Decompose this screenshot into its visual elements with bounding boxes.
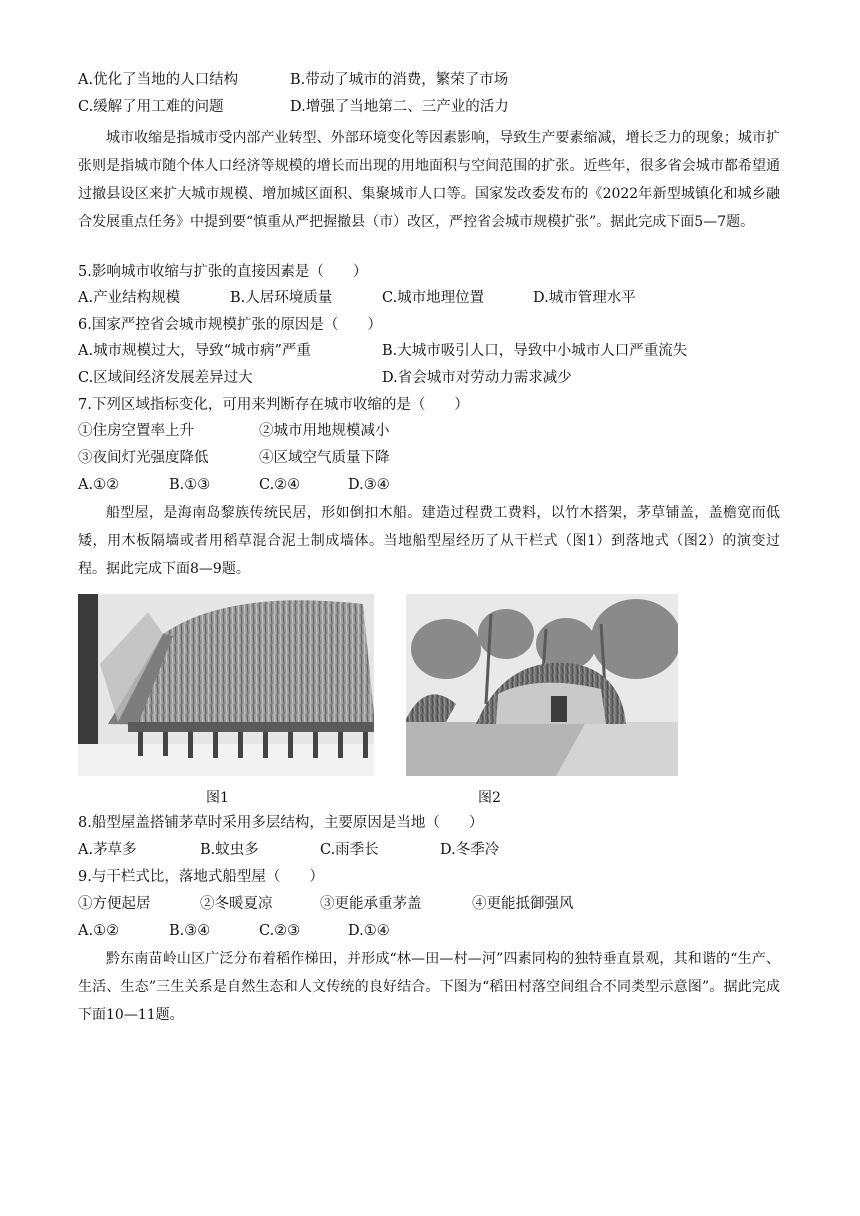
- q7-statement-1: ①住房空置率上升: [78, 423, 194, 439]
- q9-option-c: C.②③: [259, 923, 301, 939]
- q9-statement-3: ③更能承重茅盖: [320, 896, 422, 912]
- figure-2-photo: [406, 594, 678, 776]
- q5-option-a: A.产业结构规模: [78, 290, 181, 306]
- q9-option-d: D.①④: [348, 923, 390, 939]
- figure-1-photo: [78, 594, 374, 776]
- passage-text: 城市收缩是指城市受内部产业转型、外部环境变化等因素影响，导致生产要素缩减，增长乏力的现象；城市扩张则是指城市随个体人口经济等规模的增长而出现的用地面积与空间范围的扩张。近些年，很多省会城市都希望通过撤县设区来扩大城市规模、增加城区面积、集聚城市人口等。国家发改委发布的《2022年新型城镇化和城乡融合发展重点任务》中提到要“慎重从严把握撤县（市）改区，严控省会城市规模扩张”。据此完成下面5—7题。: [78, 130, 780, 230]
- q5-option-b: B.人居环境质量: [230, 290, 333, 306]
- q8-option-d: D.冬季冷: [440, 842, 500, 858]
- q6-stem: 6.国家严控省会城市规模扩张的原因是（ ）: [78, 317, 382, 333]
- passage-terrace-village: [78, 945, 780, 1029]
- q5-stem: 5.影响城市收缩与扩张的直接因素是（ ）: [78, 264, 368, 280]
- q9-statement-2: ②冬暖夏凉: [200, 896, 273, 912]
- figure-1-caption: 图1: [206, 790, 229, 806]
- q5-option-c: C.城市地理位置: [382, 290, 485, 306]
- passage-text: 黔东南苗岭山区广泛分布着稻作梯田，并形成“林—田—村—河”四素同构的独特垂直景观，其和谐的“生产、生活、生态”三生关系是自然生态和人文传统的良好结合。下图为“稻田村落空间组合不同类型示意图”。据此完成下面10—11题。: [78, 951, 780, 1023]
- q8-option-c: C.雨季长: [320, 842, 379, 858]
- passage-urban-shrinkage: [78, 124, 780, 236]
- q4-option-c: C.缓解了用工难的问题: [78, 99, 224, 115]
- q7-option-c: C.②④: [259, 477, 301, 493]
- q7-option-d: D.③④: [348, 477, 390, 493]
- q9-option-b: B.③④: [169, 923, 211, 939]
- q4-option-a: A.优化了当地的人口结构: [78, 72, 239, 88]
- q7-option-b: B.①③: [169, 477, 211, 493]
- q7-option-a: A.①②: [78, 477, 120, 493]
- passage-boat-house: [78, 499, 780, 583]
- figure-2-caption: 图2: [478, 790, 501, 806]
- q6-option-c: C.区域间经济发展差异过大: [78, 370, 253, 386]
- q7-statement-4: ④区域空气质量下降: [259, 450, 390, 466]
- q7-statement-2: ②城市用地规模减小: [259, 423, 390, 439]
- q6-option-a: A.城市规模过大，导致“城市病”严重: [78, 343, 311, 359]
- q9-option-a: A.①②: [78, 923, 120, 939]
- q4-option-d: D.增强了当地第二、三产业的活力: [290, 99, 509, 115]
- q8-stem: 8.船型屋盖搭铺茅草时采用多层结构，主要原因是当地（ ）: [78, 815, 484, 831]
- q7-stem: 7.下列区域指标变化，可用来判断存在城市收缩的是（ ）: [78, 397, 469, 413]
- q7-statement-3: ③夜间灯光强度降低: [78, 450, 209, 466]
- q8-option-a: A.茅草多: [78, 842, 137, 858]
- q4-option-b: B.带动了城市的消费，繁荣了市场: [290, 72, 509, 88]
- q9-stem: 9.与干栏式比，落地式船型屋（ ）: [78, 869, 324, 885]
- figure-1-stilt-boat-house: [78, 594, 374, 776]
- q6-option-b: B.大城市吸引人口，导致中小城市人口严重流失: [382, 343, 688, 359]
- q9-statement-4: ④更能抵御强风: [472, 896, 574, 912]
- q6-option-d: D.省会城市对劳动力需求减少: [382, 370, 572, 386]
- q5-option-d: D.城市管理水平: [533, 290, 636, 306]
- q9-statement-1: ①方便起居: [78, 896, 151, 912]
- q8-option-b: B.蚊虫多: [200, 842, 259, 858]
- figure-2-ground-boat-house: [406, 594, 678, 776]
- passage-text: 船型屋，是海南岛黎族传统民居，形如倒扣木船。建造过程费工费料，以竹木搭架，茅草铺盖，盖檐宽而低矮，用木板隔墙或者用稻草混合泥土制成墙体。当地船型屋经历了从干栏式（图1）到落地式（图2）的演变过程。据此完成下面8—9题。: [78, 505, 780, 577]
